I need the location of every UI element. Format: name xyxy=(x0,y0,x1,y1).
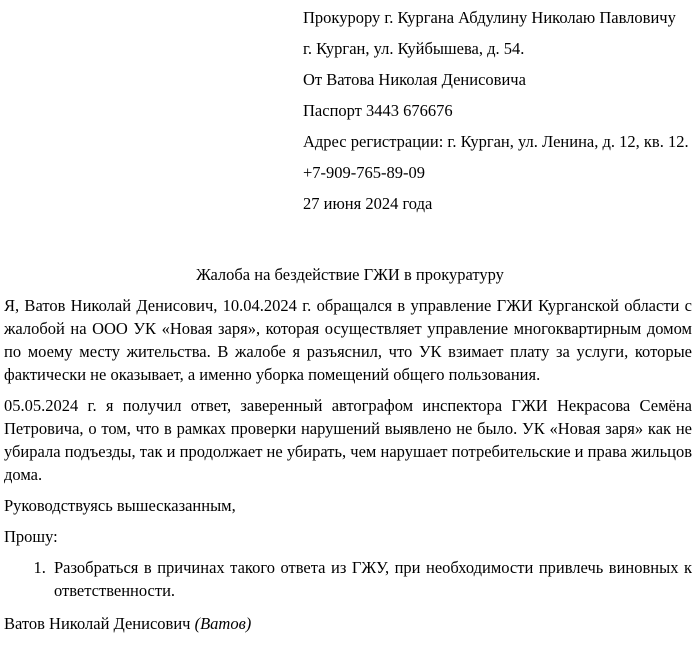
phone: +7-909-765-89-09 xyxy=(303,163,426,182)
signature-line xyxy=(4,612,692,635)
addressee-block xyxy=(303,6,689,215)
signature-name: Ватов Николай Денисович xyxy=(4,614,191,633)
registration-address: Адрес регистрации: г. Курган, ул. Ленина, д. 12, кв. 12. xyxy=(303,132,689,151)
document-body xyxy=(4,294,692,643)
request-heading: Прошу: xyxy=(4,527,58,546)
document-title: Жалоба на бездействие ГЖИ в прокуратуру xyxy=(196,265,504,284)
request-item: 1. Разобраться в причинах такого ответа из ГЖУ, при необходимости привлечь виновных к ответственности. xyxy=(50,556,692,602)
signature-handwritten: (Ватов) xyxy=(194,614,252,633)
date: 27 июня 2024 года xyxy=(303,194,433,213)
addressee-address: г. Курган, ул. Куйбышева, д. 54. xyxy=(303,39,525,58)
guided-line: Руководствуясь вышесказанным, xyxy=(4,496,236,515)
request-list xyxy=(4,556,692,602)
passport: Паспорт 3443 676676 xyxy=(303,101,453,120)
addressee: Прокурору г. Кургана Абдулину Николаю Павловичу xyxy=(303,8,676,27)
sender: От Ватова Николая Денисовича xyxy=(303,70,526,89)
paragraph-1: Я, Ватов Николай Денисович, 10.04.2024 г. обращался в управление ГЖИ Курганской области с жалобой на ООО УК «Новая заря», которая осуществляет управление многоквартирным домом по моему месту жительства. В жалобе я разъяснил, что УК взимает плату за услуги, которые фактически не оказывает, а именно уборка помещений общего пользования. xyxy=(4,296,692,384)
paragraph-2: 05.05.2024 г. я получил ответ, заверенный автографом инспектора ГЖИ Некрасова Семёна Петровича, о том, что в рамках проверки нарушений выявлено не было. УК «Новая заря» как не убирала подъезды, так и продолжает не убирать, чем нарушает потребительские и права жильцов дома. xyxy=(4,396,692,484)
